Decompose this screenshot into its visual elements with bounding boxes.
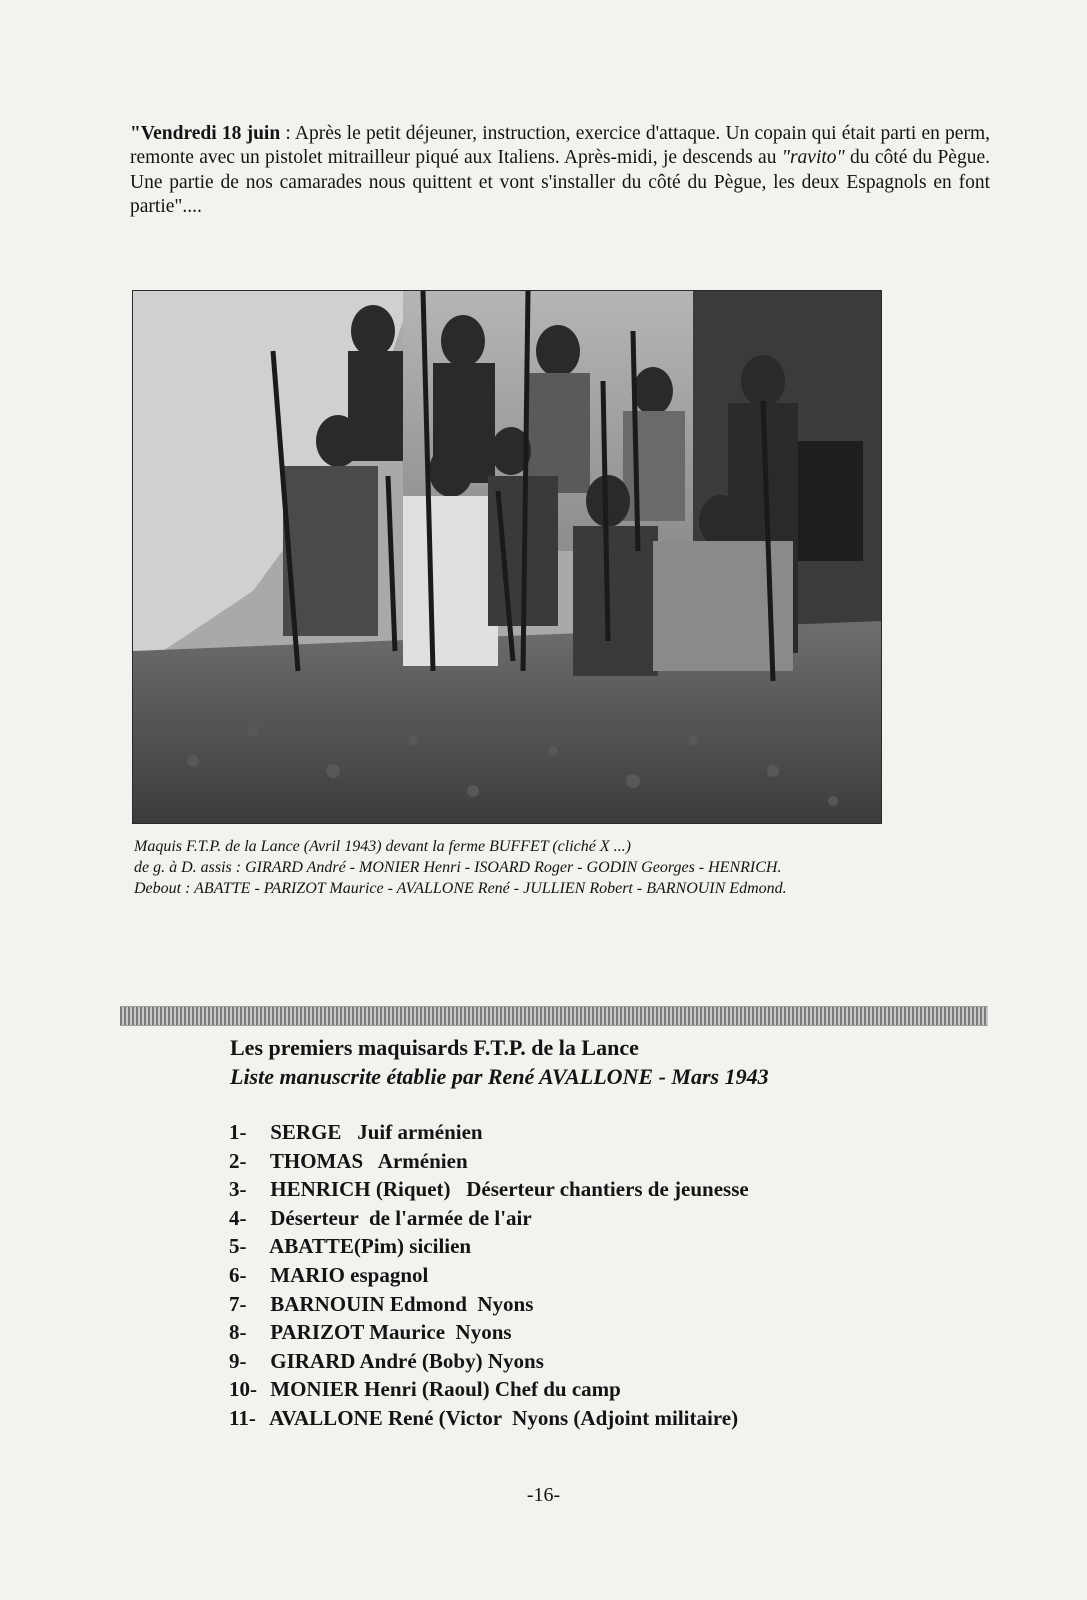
roster-item-text: AVALLONE René (Victor Nyons (Adjoint militaire) [269, 1405, 739, 1430]
roster-item [229, 1375, 989, 1404]
roster-item-number: 2- [229, 1148, 247, 1173]
roster-item [229, 1404, 989, 1433]
caption-line-3: Debout : ABATTE - PARIZOT Maurice - AVALLONE René - JULLIEN Robert - BARNOUIN Edmond. [134, 880, 787, 897]
roster-item [229, 1204, 989, 1233]
list-subtitle: Liste manuscrite établie par René AVALLONE - Mars 1943 [230, 1064, 769, 1089]
roster-item-number: 4- [229, 1205, 247, 1230]
group-photo [132, 290, 882, 824]
roster-item-number: 5- [229, 1234, 247, 1259]
caption-line-2: de g. à D. assis : GIRARD André - MONIER Henri - ISOARD Roger - GODIN Georges - HENRICH. [134, 859, 782, 876]
roster-list [229, 1118, 989, 1433]
photo-illustration [133, 291, 881, 823]
section-divider [120, 1006, 988, 1026]
roster-item [229, 1347, 989, 1376]
photo-caption [134, 836, 964, 899]
roster-item-number: 9- [229, 1348, 247, 1373]
page-number: -16- [526, 1484, 561, 1506]
intro-text: : Après le petit déjeuner, instruction, exercice d'attaque. Un copain qui était parti en perm, remonte avec un pistolet mitrailleur piqué aux Italiens. Après-midi, je descends au [130, 122, 990, 168]
roster-item-text: PARIZOT Maurice Nyons [270, 1320, 512, 1345]
roster-item-text: MONIER Henri (Raoul) Chef du camp [270, 1377, 621, 1402]
intro-ravito: "ravito" [781, 147, 845, 168]
intro-paragraph [130, 122, 990, 220]
roster-item-number: 1- [229, 1120, 247, 1144]
roster-item [229, 1290, 989, 1319]
roster-item [229, 1147, 989, 1176]
roster-item-number: 11- [229, 1405, 256, 1430]
caption-line-1: Maquis F.T.P. de la Lance (Avril 1943) devant la ferme BUFFET (cliché X ...) [134, 838, 631, 855]
roster-item-number: 3- [229, 1177, 247, 1202]
roster-item-text: Déserteur de l'armée de l'air [270, 1205, 532, 1230]
intro-day: "Vendredi 18 juin [130, 122, 281, 144]
roster-item-text: ABATTE(Pim) sicilien [269, 1234, 472, 1259]
roster-item [229, 1318, 989, 1347]
roster-item-text: SERGE Juif arménien [270, 1120, 483, 1144]
roster-item [229, 1261, 989, 1290]
roster-item-number: 7- [229, 1291, 247, 1316]
roster-item-text: GIRARD André (Boby) Nyons [270, 1348, 544, 1373]
roster-item [229, 1118, 989, 1147]
roster-item-text: HENRICH (Riquet) Déserteur chantiers de jeunesse [270, 1177, 749, 1202]
list-title: Les premiers maquisards F.T.P. de la Lance [230, 1035, 639, 1060]
roster-item-number: 10- [229, 1377, 257, 1402]
roster-item-number: 8- [229, 1320, 247, 1345]
roster-item [229, 1232, 989, 1261]
roster-item-text: MARIO espagnol [270, 1262, 429, 1287]
roster-item-number: 6- [229, 1262, 247, 1287]
roster-item-text: BARNOUIN Edmond Nyons [270, 1291, 534, 1316]
roster-item-text: THOMAS Arménien [269, 1148, 468, 1173]
intro-text-2: du côté du Pègue. Une partie de nos camarades nous quittent et vont s'installer du côté du Pègue, les deux Espagnols en font partie".... [130, 147, 990, 217]
roster-item [229, 1175, 989, 1204]
